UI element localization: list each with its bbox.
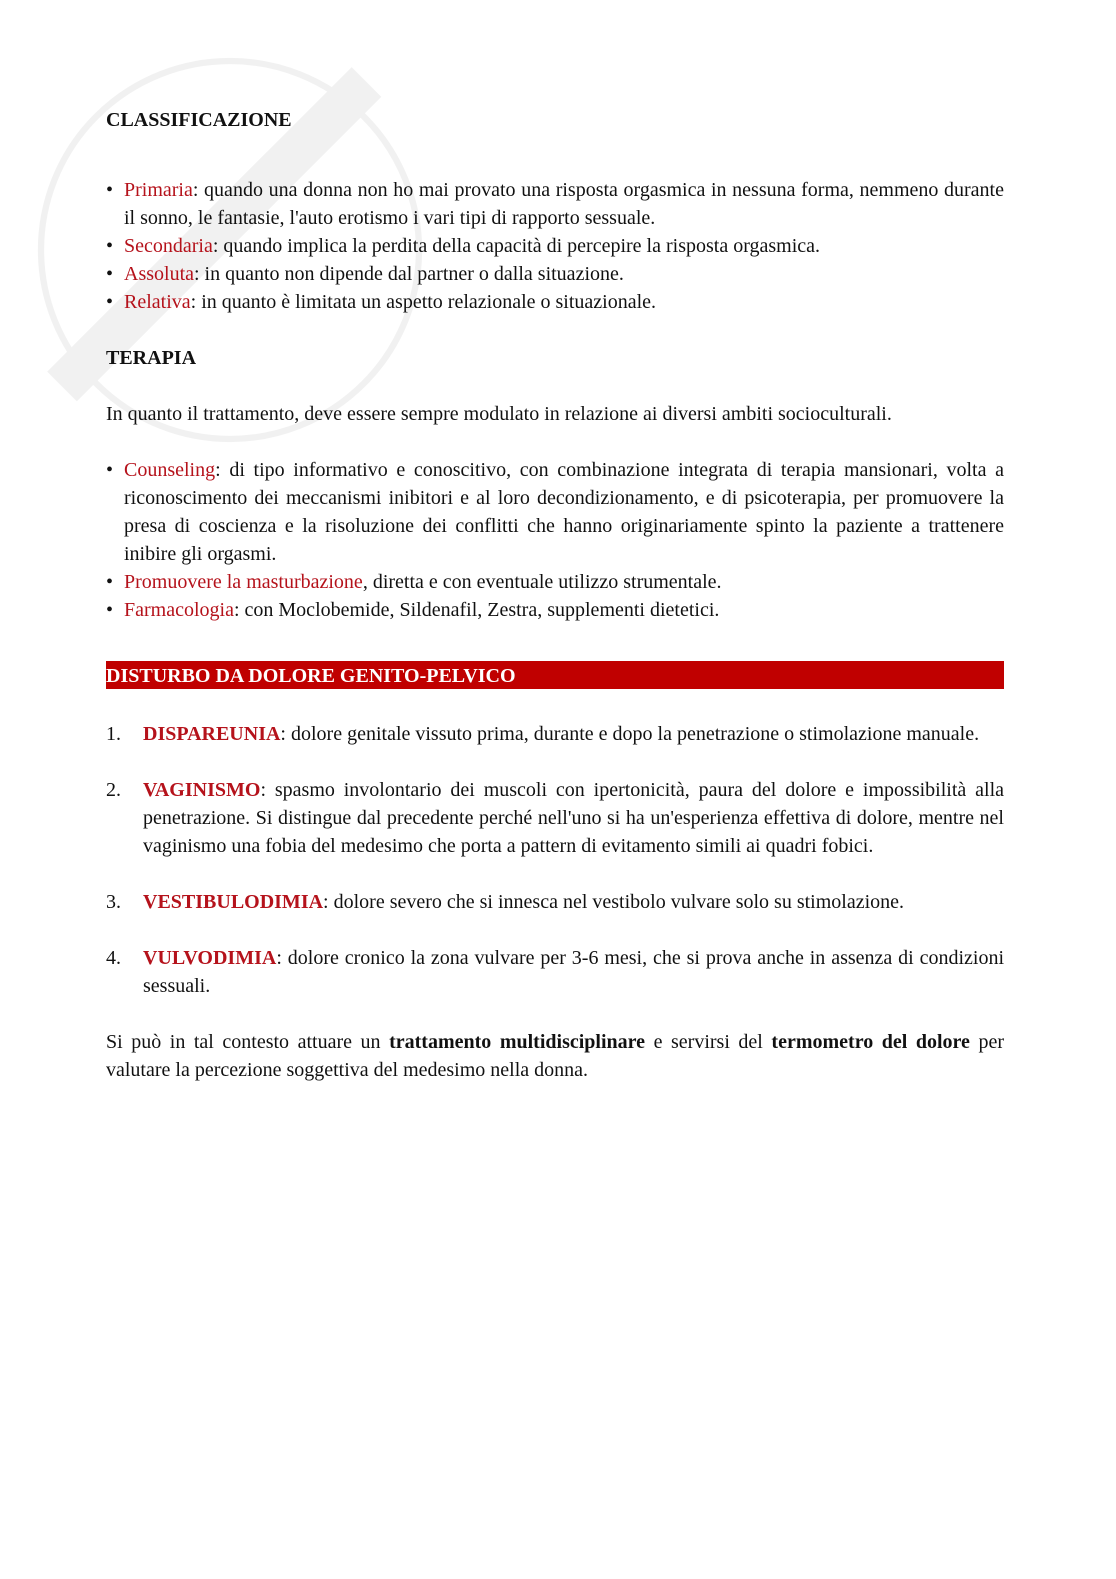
list-item <box>106 596 1004 624</box>
bold-termometro: termometro del dolore <box>771 1031 970 1053</box>
classificazione-list <box>106 176 1004 316</box>
closing-text: Si può in tal contesto attuare un <box>106 1031 390 1053</box>
closing-text: per valutare la percezione soggettiva del medesimo nella donna. <box>106 1031 1005 1081</box>
item-text: : quando implica la perdita della capacità di percepire la risposta orgasmica. <box>212 235 821 257</box>
term-relativa: Relativa <box>124 291 191 313</box>
closing-text: e servirsi del <box>645 1031 772 1053</box>
term-dispareunia: DISPAREUNIA <box>143 723 281 745</box>
term-primaria: Primaria <box>124 179 193 201</box>
item-text: : con Moclobemide, Sildenafil, Zestra, supplementi dietetici. <box>233 599 720 621</box>
term-masturbazione: Promuovere la masturbazione <box>124 571 363 593</box>
term-vestibulodimia: VESTIBULODIMIA <box>143 891 324 913</box>
item-text: : dolore genitale vissuto prima, durante e dopo la penetrazione o stimolazione manuale. <box>280 723 980 745</box>
list-item <box>106 176 1004 232</box>
list-item <box>106 776 1004 860</box>
list-item <box>106 288 1004 316</box>
list-item <box>106 568 1004 596</box>
list-item <box>106 260 1004 288</box>
item-number: 2. <box>106 779 121 801</box>
term-secondaria: Secondaria <box>124 235 213 257</box>
item-text: : dolore severo che si innesca nel vestibolo vulvare solo su stimolazione. <box>323 891 905 913</box>
heading-classificazione: CLASSIFICAZIONE <box>106 109 292 131</box>
list-item <box>106 944 1004 1000</box>
item-number: 1. <box>106 723 121 745</box>
terapia-list <box>106 456 1004 624</box>
item-text: : in quanto non dipende dal partner o dalla situazione. <box>194 263 624 285</box>
term-farmacologia: Farmacologia <box>124 599 234 621</box>
list-item <box>106 720 1004 748</box>
section-banner-dolore: DISTURBO DA DOLORE GENITO-PELVICO <box>106 661 1004 689</box>
item-number: 3. <box>106 891 121 913</box>
item-text: : di tipo informativo e conoscitivo, con combinazione integrata di terapia mansionari, volta a riconoscimento dei meccanismi inibitori e al loro decondizionamento, e di psicoterapia, per promuovere la presa di coscienza e la risoluzione dei conflitti che hanno originariamente spinto la paziente a trattenere inibire gli orgasmi. <box>124 459 1004 565</box>
item-text: : dolore cronico la zona vulvare per 3-6 mesi, che si prova anche in assenza di condizioni sessuali. <box>143 947 1004 997</box>
item-text: , diretta e con eventuale utilizzo strumentale. <box>362 571 722 593</box>
term-vulvodimia: VULVODIMIA <box>143 947 277 969</box>
list-item <box>106 232 1004 260</box>
list-item <box>106 456 1004 568</box>
term-assoluta: Assoluta <box>124 263 194 285</box>
terapia-intro: In quanto il trattamento, deve essere sempre modulato in relazione ai diversi ambiti socioculturali. <box>106 403 892 425</box>
item-text: : spasmo involontario dei muscoli con ipertonicità, paura del dolore e impossibilità alla penetrazione. Si distingue dal precedente perché nell'uno si ha un'esperienza effettiva di dolore, mentre nel vaginismo una fobia del medesimo che porta a pattern di evitamento simili ai quadri fobici. <box>143 779 1004 857</box>
document-content <box>106 106 1004 1084</box>
term-vaginismo: VAGINISMO <box>143 779 261 801</box>
bold-trattamento: trattamento multidisciplinare <box>389 1031 646 1053</box>
item-number: 4. <box>106 947 121 969</box>
term-counseling: Counseling <box>124 459 216 481</box>
list-item <box>106 888 1004 916</box>
item-text: : in quanto è limitata un aspetto relazionale o situazionale. <box>190 291 657 313</box>
closing-paragraph <box>106 1028 1004 1084</box>
item-text: : quando una donna non ho mai provato una risposta orgasmica in nessuna forma, nemmeno durante il sonno, le fantasie, l'auto erotismo i vari tipi di rapporto sessuale. <box>124 179 1004 229</box>
heading-terapia: TERAPIA <box>106 347 197 369</box>
dolore-list <box>106 720 1004 1000</box>
